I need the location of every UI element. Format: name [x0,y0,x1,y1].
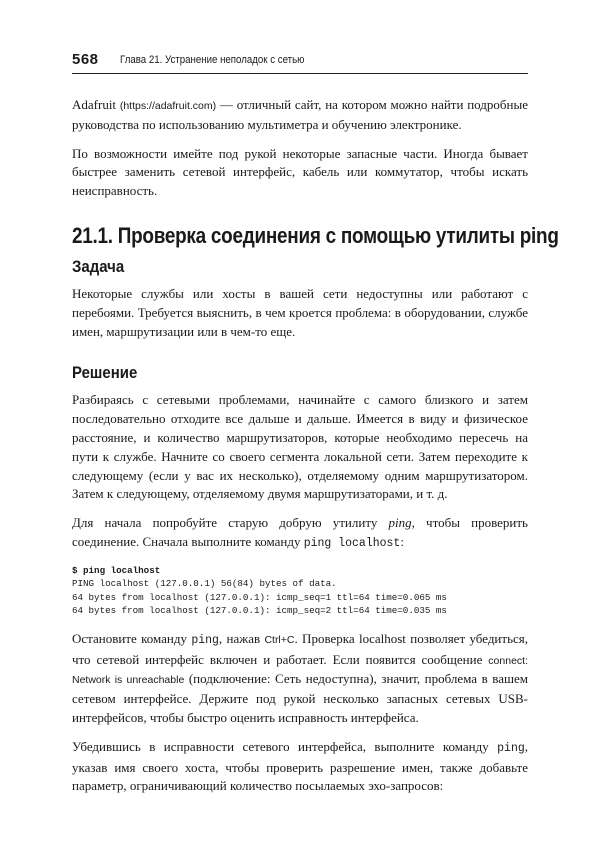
inline-ping: ping [191,633,219,647]
code-output: PING localhost (127.0.0.1) 56(84) bytes of data. 64 bytes from localhost (127.0.0.1): icmp_seq=1 ttl=64 time=0.065 ms 64 bytes from localhost (127.0.0.1): icmp_seq=2 ttl=64 time=0.035 ms [72,578,447,617]
task-heading: Задача [72,256,125,276]
paragraph-3: Остановите команду ping, нажав Ctrl+C. Проверка localhost позволяет убедиться, что сетевой интерфейс включен и работает. Если появится сообщение connect: Network is unreachable (подключение: Сеть недоступна), значит, проблема в вашем сетевом интерфейсе. Держите под рукой несколько запасных сетевых USB-интерфейсов, чтобы быстро оценить исправность интерфейса. [72,630,528,725]
code-block [72,564,528,618]
paragraph-4: Убедившись в исправности сетевого интерфейса, выполните команду ping, указав имя своего хоста, чтобы проверить разрешение имен, также добавьте параметр, ограничивающий количество посылаемых эхо-запросов: [72,738,528,794]
page-header [72,51,528,73]
running-title: Глава 21. Устранение неполадок с сетью [120,54,305,66]
page-number: 568 [72,51,99,68]
adafruit-url: (https://adafruit.com) [119,100,217,112]
page-body [72,96,559,806]
intro-paragraph-2: По возможности имейте под рукой некоторые запасные части. Иногда бывает быстрее заменить сетевой интерфейс, кабель или коммутатор, чтобы искать неисправность. [72,145,528,199]
code-command: $ ping localhost [72,564,161,576]
task-paragraph: Некоторые службы или хосты в вашей сети недоступны или работают с перебоями. Требуется выяснить, в чем кроется проблема: в оборудовании, службе имен, маршрутизации или в чем-то еще. [72,285,528,339]
ping-italic: ping [388,515,412,531]
header-rule [72,73,528,74]
solution-paragraph-2: Для начала попробуйте старую добрую утилиту ping, чтобы проверить соединение. Сначала выполните команду ping localhost: [72,515,528,550]
inline-ping-2: ping [497,741,525,755]
inline-command: ping localhost [303,536,401,550]
adafruit-name: Adafruit [72,97,117,112]
error-message: connect: Network is unreachable [72,654,528,687]
solution-heading: Решение [72,363,138,383]
intro-paragraph-1: Adafruit (https://adafruit.com) — отличный сайт, на котором можно найти подробные руководства по использованию мультиметра и обучению электронике. [72,97,528,132]
section-title: 21.1. Проверка соединения с помощью утилиты ping [72,222,559,248]
keyboard-shortcut: Ctrl+C [264,633,295,646]
solution-paragraph-1: Разбираясь с сетевыми проблемами, начинайте с самого близкого и затем последовательно отходите все дальше и дальше. Имеется в виду и физическое расстояние, и количество маршрутизаторов, которые необходимо пересечь на пути к службе. Начните со своего сегмента локальной сети. Затем переходите к следующему (если у вас их несколько), отделяемому одним маршрутизатором. Затем к следующему, отделяемому двумя маршрутизаторами, и т. д. [72,392,528,502]
